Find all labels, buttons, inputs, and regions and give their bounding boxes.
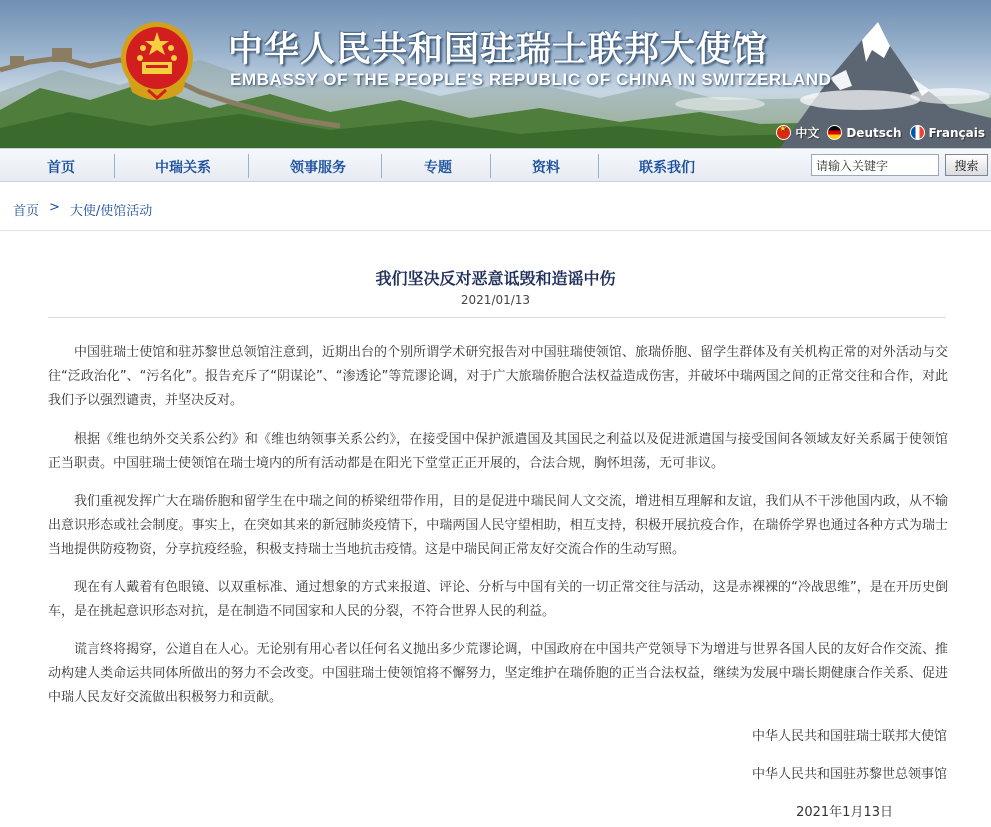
article-paragraph-1: 中国驻瑞士使馆和驻苏黎世总领馆注意到，近期出台的个别所谓学术研究报告对中国驻瑞使领馆、旅瑞侨胞、留学生群体及有关机构正常的对外活动与交往“泛政治化”、“污名化”。报告充斥了“阴谋论”、“渗透论”等荒谬论调，对于广大旅瑞侨胞合法权益造成伤害，并破坏中瑞两国之间的正常交往和合作，对此我们予以强烈谴责，并坚决反对。 — [48, 345, 948, 408]
signature-consulate: 中华人民共和国驻苏黎世总领事馆 — [751, 767, 947, 782]
article-date: 2021/01/13 — [460, 293, 531, 307]
france-flag-icon — [910, 125, 925, 140]
nav-consular-services[interactable]: 领事服务 — [290, 160, 346, 176]
article-title: 我们坚决反对恶意诋毁和造谣中伤 — [375, 269, 616, 288]
lang-german[interactable] — [827, 125, 901, 140]
nav-contact-us[interactable]: 联系我们 — [639, 160, 695, 176]
breadcrumb-current[interactable]: 大使/使馆活动 — [69, 204, 153, 219]
breadcrumb-separator: > — [49, 200, 60, 215]
lang-chinese[interactable] — [776, 124, 819, 141]
article-paragraph-5: 谎言终将揭穿，公道自在人心。无论别有用心者以任何名义抛出多少荒谬论调，中国政府在中国共产党领导下为增进与世界各国人民的友好合作交流、推动构建人类命运共同体所做出的努力不会改变。中国驻瑞士使领馆将不懈努力，坚定维护在瑞侨胞的正当合法权益，继续为发展中瑞长期健康合作关系、促进中瑞人民友好交流做出积极努力和贡献。 — [48, 642, 948, 705]
signature-date: 2021年1月13日 — [796, 805, 893, 820]
site-title-english: EMBASSY OF THE PEOPLE'S REPUBLIC OF CHINA IN SWITZERLAND — [230, 70, 832, 89]
nav-divider — [248, 154, 249, 178]
lang-german-label: Deutsch — [846, 125, 902, 140]
nav-divider — [598, 154, 599, 178]
nav-divider — [490, 154, 491, 178]
search-button[interactable]: 搜索 — [945, 154, 988, 176]
article-paragraph-3: 我们重视发挥广大在瑞侨胞和留学生在中瑞之间的桥梁纽带作用，目的是促进中瑞民间人文交流，增进相互理解和友谊，我们从不干涉他国内政，从不输出意识形态或社会制度。事实上，在突如其来的新冠肺炎疫情下，中瑞两国人民守望相助，相互支持，积极开展抗疫合作，在瑞侨学界也通过各种方式为瑞士当地提供防疫物资，分享抗疫经验，积极支持瑞士当地抗击疫情。这是中瑞民间正常友好交流合作的生动写照。 — [48, 494, 948, 557]
nav-divider — [381, 154, 382, 178]
lang-french-label: Français — [928, 125, 985, 140]
nav-china-swiss-relations[interactable]: 中瑞关系 — [155, 160, 211, 176]
nav-topics[interactable]: 专题 — [424, 160, 452, 176]
language-switcher — [776, 124, 985, 141]
site-title-chinese: 中华人民共和国驻瑞士联邦大使馆 — [228, 30, 769, 70]
breadcrumb-divider — [0, 230, 991, 231]
lang-chinese-label: 中文 — [795, 126, 820, 140]
signature-embassy: 中华人民共和国驻瑞士联邦大使馆 — [751, 729, 947, 744]
nav-divider — [114, 154, 115, 178]
breadcrumb-home[interactable]: 首页 — [13, 204, 40, 219]
germany-flag-icon — [827, 125, 842, 140]
search-input[interactable] — [811, 154, 939, 176]
article-paragraph-4: 现在有人戴着有色眼镜、以双重标准、通过想象的方式来报道、评论、分析与中国有关的一切正常交往与活动，这是赤裸裸的“冷战思维”，是在开历史倒车，是在挑起意识形态对抗，是在制造不同国家和人民的分裂，不符合世界人民的利益。 — [48, 580, 948, 619]
nav-home[interactable]: 首页 — [47, 160, 75, 176]
breadcrumb — [13, 200, 152, 219]
header-banner — [0, 0, 991, 148]
national-emblem-icon — [118, 18, 196, 104]
article-paragraph-2: 根据《维也纳外交关系公约》和《维也纳领事关系公约》，在接受国中保护派遣国及其国民之利益以及促进派遣国与接受国间各领域友好关系属于使领馆正当职责。中国驻瑞士使领馆在瑞士境内的所有活动都是在阳光下堂堂正正开展的，合法合规，胸怀坦荡，无可非议。 — [48, 432, 948, 471]
lang-french[interactable] — [910, 125, 985, 140]
article-divider — [48, 317, 946, 318]
nav-resources[interactable]: 资料 — [532, 160, 560, 176]
main-navigation — [0, 148, 991, 182]
china-flag-icon — [776, 125, 791, 140]
